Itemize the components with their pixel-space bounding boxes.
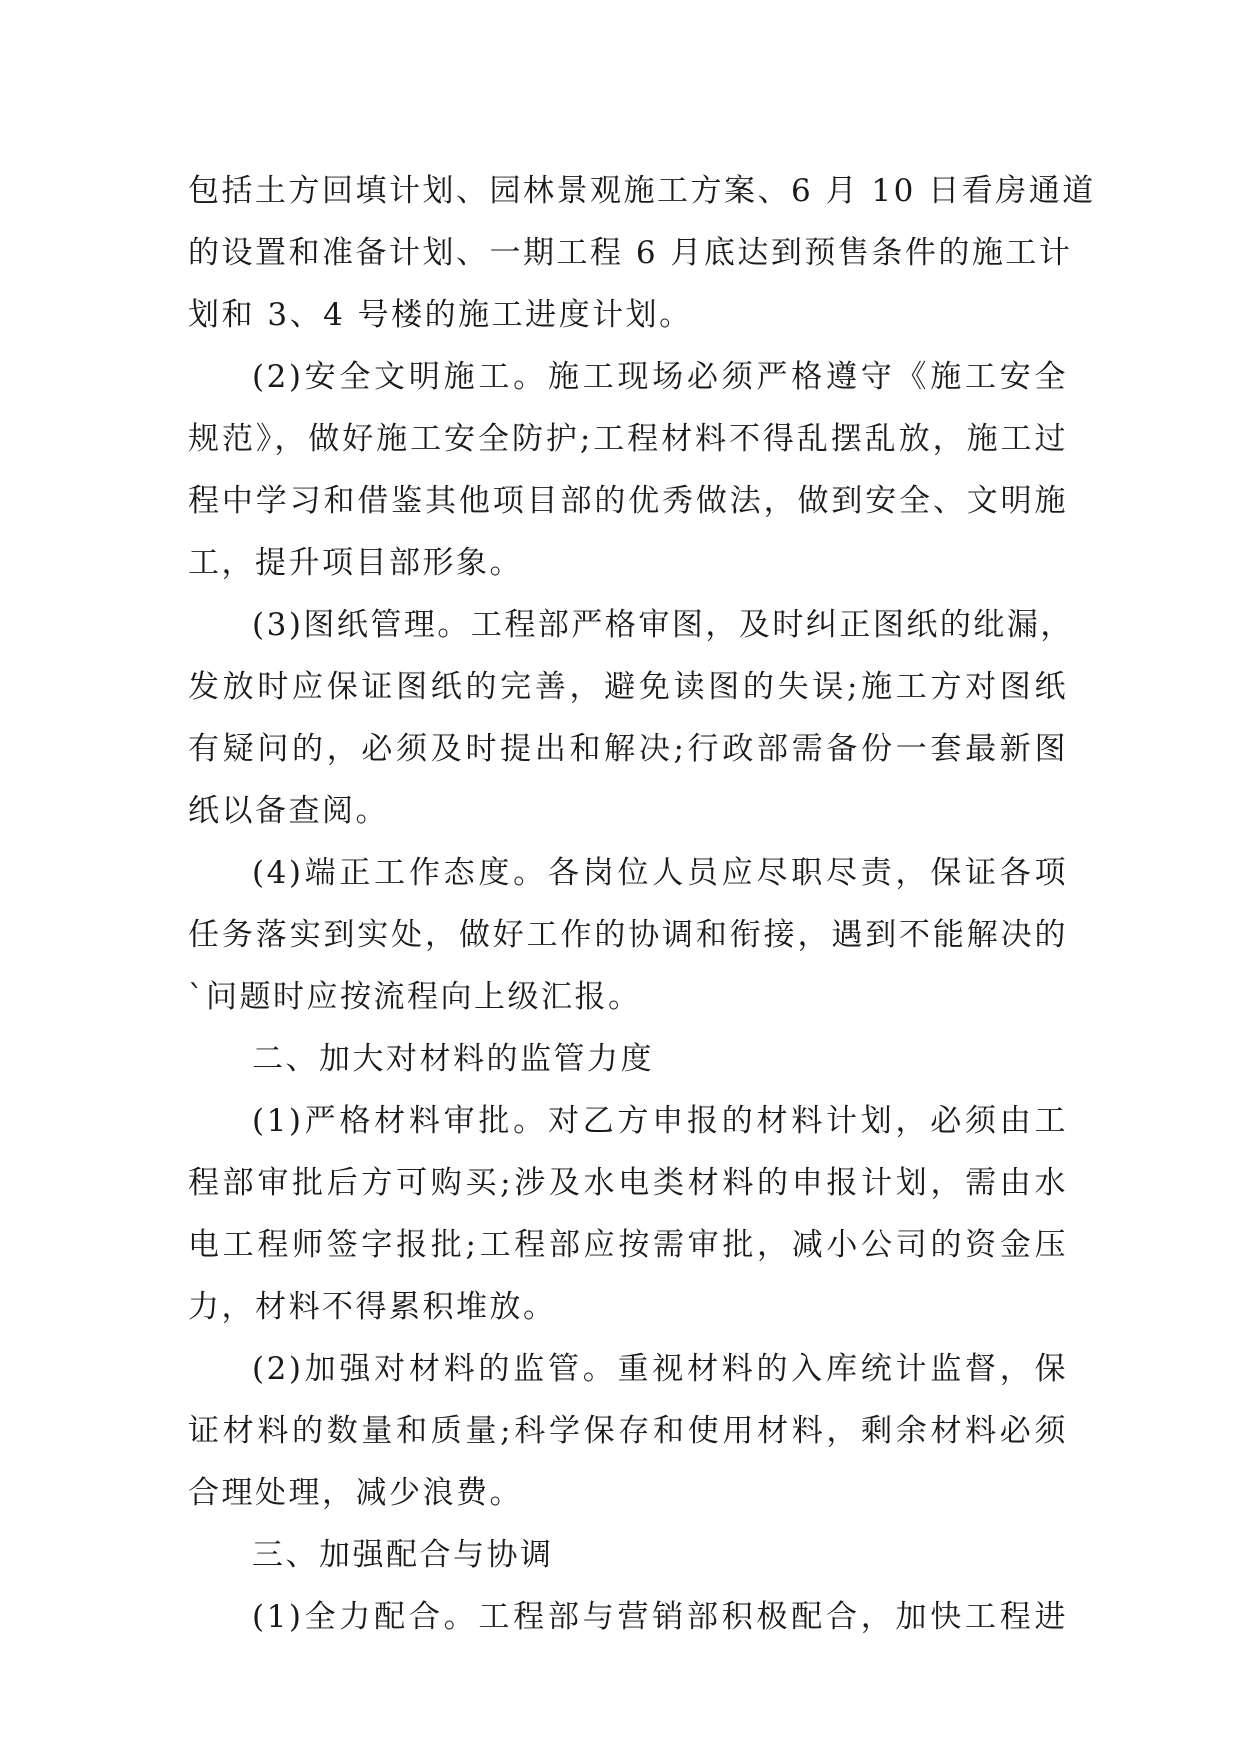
paragraph-line: (1)严格材料审批。对乙方申报的材料计划，必须由工 (252, 1103, 1068, 1139)
paragraph-line: 纸以备查阅。 (188, 793, 389, 829)
paragraph-1 (188, 160, 1096, 346)
paragraph-line: 电工程师签字报批;工程部应按需审批，减小公司的资金压 (188, 1227, 1068, 1263)
paragraph-7-cooperation (188, 1586, 1068, 1648)
paragraph-line: (1)全力配合。工程部与营销部积极配合，加快工程进 (252, 1599, 1068, 1635)
paragraph-line: 力，材料不得累积堆放。 (188, 1289, 557, 1325)
paragraph-line: 合理处理，减少浪费。 (188, 1475, 523, 1511)
paragraph-line: 有疑问的，必须及时提出和解决;行政部需备份一套最新图 (188, 731, 1068, 767)
heading-line: 三、加强配合与协调 (252, 1537, 554, 1573)
paragraph-line: 发放时应保证图纸的完善，避免读图的失误;施工方对图纸 (188, 669, 1068, 705)
paragraph-line: (2)安全文明施工。施工现场必须严格遵守《施工安全 (252, 359, 1068, 395)
paragraph-4-attitude (188, 842, 1068, 1028)
paragraph-3-drawings (188, 594, 1074, 842)
paragraph-line: 规范》，做好施工安全防护;工程材料不得乱摆乱放，施工过 (188, 421, 1068, 457)
paragraph-line: 的设置和准备计划、一期工程 6 月底达到预售条件的施工计 (188, 235, 1073, 271)
paragraph-line: `问题时应按流程向上级汇报。 (188, 979, 642, 1015)
paragraph-5-approval (188, 1090, 1068, 1338)
paragraph-line: 程中学习和借鉴其他项目部的优秀做法，做到安全、文明施 (188, 483, 1068, 519)
paragraph-6-supervision (188, 1338, 1068, 1524)
paragraph-line: 划和 3、4 号楼的施工进度计划。 (188, 297, 693, 333)
paragraph-line: (3)图纸管理。工程部严格审图，及时纠正图纸的纰漏， (252, 607, 1074, 643)
document-body (188, 160, 1096, 1648)
section-heading-3 (188, 1524, 1068, 1586)
section-heading-2 (188, 1028, 1068, 1090)
paragraph-line: 程部审批后方可购买;涉及水电类材料的申报计划，需由水 (188, 1165, 1068, 1201)
paragraph-line: (2)加强对材料的监管。重视材料的入库统计监督，保 (252, 1351, 1068, 1387)
paragraph-2-safety (188, 346, 1068, 594)
paragraph-line: 包括土方回填计划、园林景观施工方案、6 月 10 日看房通道 (188, 173, 1096, 209)
paragraph-line: 任务落实到实处，做好工作的协调和衔接，遇到不能解决的 (188, 917, 1068, 953)
paragraph-line: (4)端正工作态度。各岗位人员应尽职尽责，保证各项 (252, 855, 1068, 891)
paragraph-line: 证材料的数量和质量;科学保存和使用材料，剩余材料必须 (188, 1413, 1068, 1449)
heading-line: 二、加大对材料的监管力度 (252, 1041, 654, 1077)
paragraph-line: 工，提升项目部形象。 (188, 545, 523, 581)
